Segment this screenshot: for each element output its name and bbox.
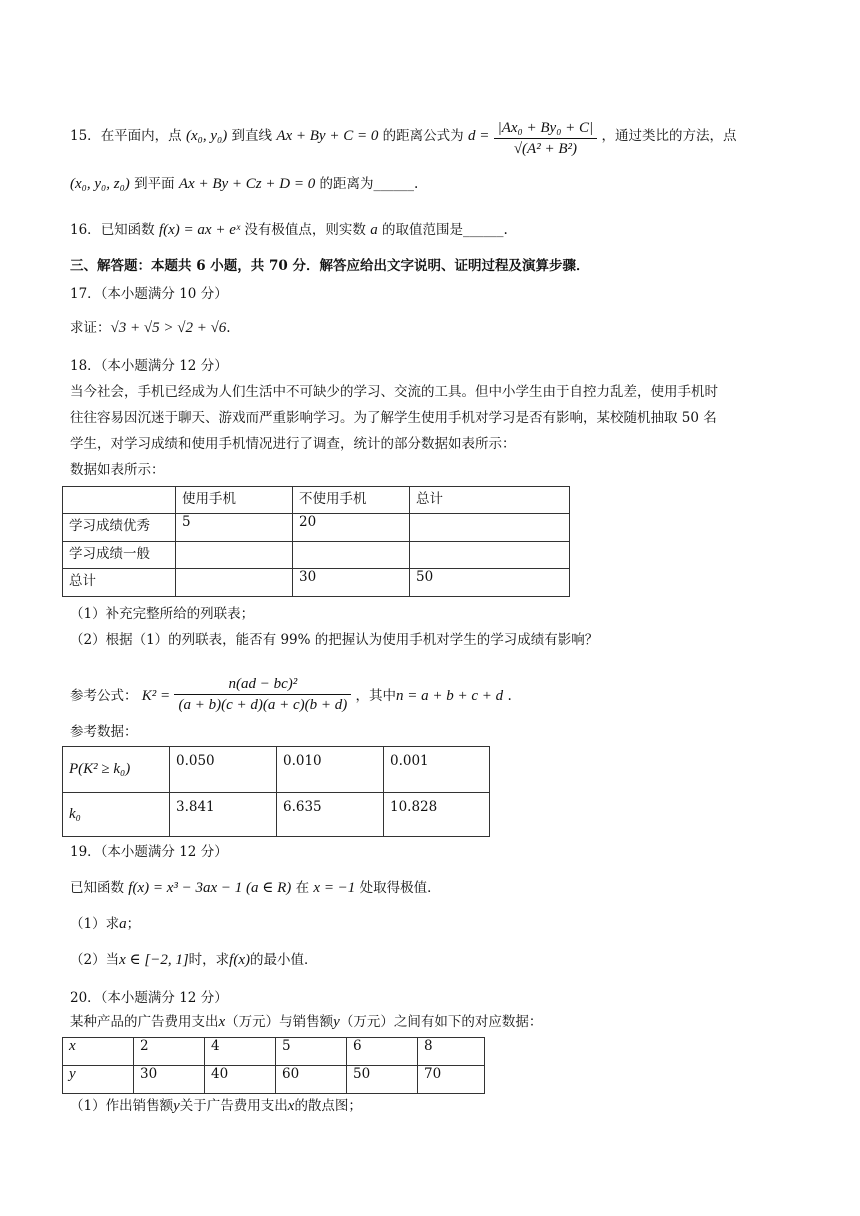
q15-line-equation: Ax + By + C = 0	[276, 128, 379, 144]
k2-fraction	[174, 674, 351, 715]
q16-variable: a	[370, 222, 378, 238]
q16-function: f(x) = ax + eˣ	[158, 222, 241, 238]
table-cell: x	[63, 1038, 134, 1066]
table-cell: 5	[276, 1038, 347, 1066]
table-cell: 0.050	[170, 747, 277, 793]
q17-inequality: √3 + √5 > √2 + √6	[110, 320, 227, 336]
q18-sub2: （2）根据（1）的列联表，能否有 99% 的把握认为使用手机对学生的学习成绩有影响？	[70, 632, 599, 648]
section-heading: 三、解答题：本题共 6 小题，共 70 分．解答应给出文字说明、证明过程及演算步骤．	[70, 258, 590, 274]
q20-text: （万元）与销售额	[225, 1014, 334, 1030]
q17-text: 求证：	[70, 320, 111, 336]
q19-text: 的最小值．	[249, 952, 318, 968]
table-cell: 不使用手机	[293, 487, 410, 514]
q15-text: 在平面内，点	[100, 128, 182, 144]
q20-text: （1）作出销售额	[70, 1098, 174, 1114]
table-cell: 30	[293, 569, 410, 597]
table-cell: P(K² ≥ k₀)	[63, 747, 170, 793]
q15-text: ，通过类比的方法，点	[601, 128, 737, 144]
q16-text: 没有极值点，则实数	[244, 222, 366, 238]
table-cell: 2	[134, 1038, 205, 1066]
q15-distance-formula	[494, 118, 598, 159]
q20-variable: x	[218, 1014, 226, 1030]
table-cell: 4	[205, 1038, 276, 1066]
q20-text: 某种产品的广告费用支出	[70, 1014, 219, 1030]
table-row	[63, 793, 490, 837]
q15-formula-numerator: |Ax₀ + By₀ + C|	[494, 118, 598, 139]
q15-line2	[70, 174, 418, 194]
q18-paragraph-line: 学生，对学习成绩和使用手机情况进行了调查，统计的部分数据如表所示：	[70, 436, 516, 452]
table-cell	[176, 542, 293, 569]
q15-formula-denominator: √(A² + B²)	[513, 141, 577, 157]
q19-text: 时，求	[188, 952, 230, 968]
table-cell: 20	[293, 514, 410, 542]
table-cell: 30	[134, 1066, 205, 1094]
q15-d-label: d =	[467, 128, 490, 144]
q18-ref-label: 参考数据：	[70, 724, 138, 740]
formula-label: 参考公式：	[70, 688, 138, 704]
q19-text: （1）求	[70, 916, 120, 932]
q16-text: 已知函数	[100, 222, 155, 238]
q18-paragraph-line: 往往容易因沉迷于聊天、游戏而严重影响学习。为了解学生使用手机对学习是否有影响，某校随机抽取 50 名	[70, 410, 717, 426]
table-cell: 40	[205, 1066, 276, 1094]
q20-text: 的散点图；	[294, 1098, 362, 1114]
q16-line	[70, 220, 508, 240]
q18-contingency-table	[62, 486, 570, 597]
table-cell: 70	[418, 1066, 485, 1094]
q19-body	[70, 878, 441, 898]
table-cell: 10.828	[384, 793, 490, 837]
table-cell: k₀	[63, 793, 170, 837]
q19-function-ref: f(x)	[229, 952, 250, 968]
q20-text: （万元）之间有如下的对应数据：	[339, 1014, 543, 1030]
q20-variable: y	[333, 1014, 340, 1030]
table-cell	[293, 542, 410, 569]
q20-header: 20．（本小题满分 12 分）	[70, 990, 228, 1006]
q19-domain: x ∈ [−2, 1]	[119, 952, 189, 968]
q15-number: 15．	[70, 128, 101, 144]
q20-data-table	[62, 1037, 485, 1094]
q18-paragraph-line: 当今社会，手机已经成为人们生活中不可缺少的学习、交流的工具。但中小学生由于自控力乱差，使用手机时	[70, 384, 718, 400]
q15-text: 到直线	[231, 128, 273, 144]
table-row	[63, 542, 570, 569]
table-cell: 总计	[63, 569, 176, 597]
table-cell: 8	[418, 1038, 485, 1066]
q19-text: 处取得极值．	[359, 880, 441, 896]
q19-function: f(x) = x³ − 3ax − 1 (a ∈ R)	[128, 880, 292, 896]
q20-variable: y	[173, 1098, 180, 1114]
table-cell: y	[63, 1066, 134, 1094]
q19-text: ；	[126, 916, 141, 932]
q18-table-caption: 数据如表所示：	[70, 462, 165, 478]
q19-sub2	[70, 950, 317, 970]
table-cell	[176, 569, 293, 597]
table-cell: 50	[410, 569, 570, 597]
q18-formula	[70, 676, 512, 717]
q18-reference-table	[62, 746, 490, 837]
table-row	[63, 569, 570, 597]
q19-sub1	[70, 914, 140, 934]
q17-body	[70, 318, 231, 338]
q19-text: 在	[295, 880, 310, 896]
k2-denominator: (a + b)(c + d)(a + c)(b + d)	[178, 697, 348, 713]
q15-text: 的距离为______.	[319, 176, 419, 192]
k2-numerator: n(ad − bc)²	[174, 674, 351, 695]
table-cell: 学习成绩优秀	[63, 514, 176, 542]
table-row	[63, 747, 490, 793]
table-cell: 6	[347, 1038, 418, 1066]
q19-text: （2）当	[70, 952, 120, 968]
q19-x-value: x = −1	[313, 880, 356, 896]
table-cell: 0.001	[384, 747, 490, 793]
q15-point: (x₀, y₀)	[185, 128, 228, 144]
table-row	[63, 1038, 485, 1066]
q18-header: 18．（本小题满分 12 分）	[70, 358, 228, 374]
table-cell: 5	[176, 514, 293, 542]
formula-period: .	[503, 688, 512, 704]
q15-line1	[70, 116, 736, 157]
table-cell: 60	[276, 1066, 347, 1094]
q17-period: .	[226, 320, 231, 336]
table-header-row	[63, 487, 570, 514]
table-cell	[410, 514, 570, 542]
table-cell: 3.841	[170, 793, 277, 837]
table-cell: 总计	[410, 487, 570, 514]
table-cell: 0.010	[277, 747, 384, 793]
q20-text: 关于广告费用支出	[179, 1098, 288, 1114]
table-cell: 学习成绩一般	[63, 542, 176, 569]
q20-variable: x	[287, 1098, 295, 1114]
q15-plane-equation: Ax + By + Cz + D = 0	[178, 176, 316, 192]
table-cell: 6.635	[277, 793, 384, 837]
formula-text: ，其中	[355, 688, 397, 704]
k2-label: K² =	[141, 688, 171, 704]
q16-number: 16．	[70, 222, 101, 238]
table-cell	[63, 487, 176, 514]
q18-sub1: （1）补充完整所给的列联表；	[70, 606, 255, 622]
q17-header: 17．（本小题满分 10 分）	[70, 286, 228, 302]
table-cell: 50	[347, 1066, 418, 1094]
table-cell: 使用手机	[176, 487, 293, 514]
q16-text: 的取值范围是______.	[381, 222, 508, 238]
q20-body	[70, 1012, 542, 1032]
q15-text: 到平面	[134, 176, 175, 192]
table-cell	[410, 542, 570, 569]
table-row	[63, 1066, 485, 1094]
q19-variable: a	[119, 916, 127, 932]
q19-header: 19．（本小题满分 12 分）	[70, 844, 228, 860]
q15-point3: (x₀, y₀, z₀)	[70, 176, 130, 192]
table-row	[63, 514, 570, 542]
q20-sub1	[70, 1096, 362, 1116]
n-equation: n = a + b + c + d	[396, 688, 504, 704]
q19-text: 已知函数	[70, 880, 124, 896]
q15-text: 的距离公式为	[382, 128, 464, 144]
